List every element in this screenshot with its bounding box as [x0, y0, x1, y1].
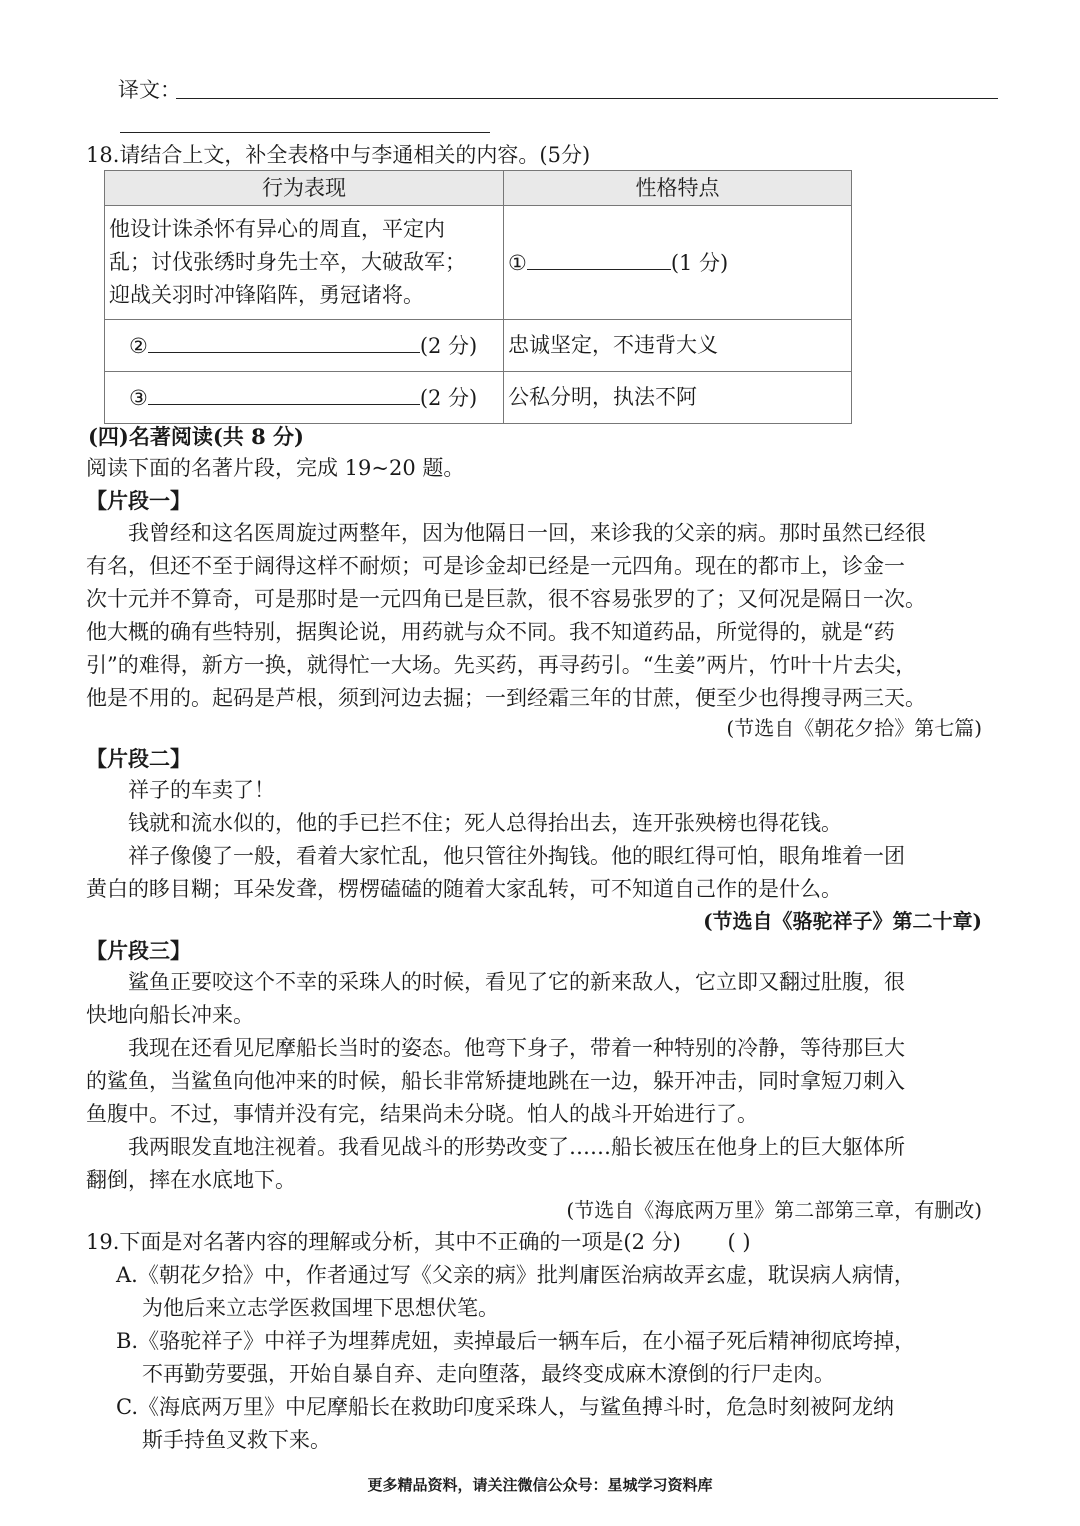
excerpt2-body	[86, 774, 905, 906]
excerpt1-line: 次十元并不算奇，可是那时是一元四角已是巨款，很不容易张罗的了；又何况是隔日一次。	[86, 587, 926, 611]
row3-behavior-cell	[105, 372, 504, 424]
excerpt3-heading: 【片段三】	[86, 938, 191, 963]
translation-answer-line-2[interactable]	[120, 132, 490, 133]
q19-option-a[interactable]: A.《朝花夕拾》中，作者通过写《父亲的病》批判庸医治病故弄玄虚，耽误病人病情，	[116, 1263, 915, 1287]
q19-answer-paren[interactable]: ( )	[727, 1230, 751, 1254]
translation-label: 译文：	[118, 78, 181, 102]
row2-number: ②	[129, 334, 148, 358]
q19-option-a-cont: 为他后来立志学医救国埋下思想伏笔。	[142, 1296, 499, 1320]
excerpt1-source: (节选自《朝花夕拾》第七篇)	[726, 716, 982, 740]
excerpt1-heading: 【片段一】	[86, 488, 191, 513]
excerpt2-line: 祥子的车卖了！	[128, 778, 275, 802]
row2-behavior-cell	[105, 320, 504, 372]
excerpt2-line: 祥子像傻了一般，看着大家忙乱，他只管往外掏钱。他的眼红得可怕，眼角堆着一团	[128, 844, 905, 868]
q19-option-c-cont: 斯手持鱼叉救下来。	[142, 1428, 331, 1452]
excerpt3-line: 鲨鱼正要咬这个不幸的采珠人的时候，看见了它的新来敌人，它立即又翻过肚腹，很	[128, 970, 905, 994]
row3-behavior-blank[interactable]	[148, 380, 420, 405]
q19-option-b[interactable]: B.《骆驼祥子》中祥子为埋葬虎妞，卖掉最后一辆车后，在小福子死后精神彻底垮掉，	[116, 1329, 916, 1353]
row2-behavior-blank[interactable]	[148, 328, 420, 353]
excerpt3-line: 翻倒，摔在水底地下。	[86, 1168, 296, 1192]
q19-prompt-text: 19.下面是对名著内容的理解或分析，其中不正确的一项是(2 分)	[86, 1230, 681, 1254]
excerpt2-line: 钱就和流水似的，他的手已拦不住；死人总得抬出去，连开张殃榜也得花钱。	[128, 811, 842, 835]
section4-title: (四)名著阅读(共 8 分)	[88, 424, 304, 449]
excerpt2-heading: 【片段二】	[86, 746, 191, 771]
row1-trait-cell	[504, 206, 852, 320]
translation-answer-line[interactable]	[176, 98, 998, 99]
excerpt2-source: (节选自《骆驼祥子》第二十章)	[703, 909, 982, 933]
q18-table	[104, 170, 852, 424]
row1-trait-score: (1 分)	[670, 251, 729, 275]
q19-option-b-cont: 不再勤劳要强，开始自暴自弃、走向堕落，最终变成麻木潦倒的行尸走肉。	[142, 1362, 835, 1386]
excerpt3-line: 我现在还看见尼摩船长当时的姿态。他弯下身子，带着一种特别的冷静，等待那巨大	[128, 1036, 905, 1060]
footer-note: 更多精品资料，请关注微信公众号：星城学习资料库	[367, 1476, 713, 1494]
row1-behavior-cell	[105, 206, 504, 320]
row1-behavior-line: 他设计诛杀怀有异心的周直，平定内	[109, 217, 445, 241]
row1-trait-blank[interactable]	[527, 245, 671, 270]
section4-instruction: 阅读下面的名著片段，完成 19~20 题。	[86, 456, 465, 480]
excerpt1-line: 我曾经和这名医周旋过两整年，因为他隔日一回，来诊我的父亲的病。那时虽然已经很	[128, 521, 926, 545]
row1-behavior-line: 迎战关羽时冲锋陷阵，勇冠诸将。	[109, 283, 424, 307]
row3-trait-cell: 公私分明，执法不阿	[504, 372, 852, 424]
q19-option-c[interactable]: C.《海底两万里》中尼摩船长在救助印度采珠人，与鲨鱼搏斗时，危急时刻被阿龙纳	[116, 1395, 894, 1419]
q19-options	[116, 1259, 915, 1457]
excerpt2-line: 黄白的眵目糊；耳朵发聋，楞楞磕磕的随着大家乱转，可不知道自己作的是什么。	[86, 877, 842, 901]
table-header-behavior: 行为表现	[105, 171, 504, 206]
q19-prompt	[86, 1226, 751, 1259]
excerpt3-line: 鱼腹中。不过，事情并没有完，结果尚未分晓。怕人的战斗开始进行了。	[86, 1102, 758, 1126]
row2-trait-cell: 忠诚坚定，不违背大义	[504, 320, 852, 372]
excerpt1-line: 他大概的确有些特别，据舆论说，用药就与众不同。我不知道药品，所觉得的，就是“药	[86, 620, 895, 644]
excerpt1-line: 有名，但还不至于阔得这样不耐烦；可是诊金却已经是一元四角。现在的都市上，诊金一	[86, 554, 905, 578]
table-header-trait: 性格特点	[504, 171, 852, 206]
row1-behavior-line: 乱；讨伐张绣时身先士卒，大破敌军；	[109, 250, 466, 274]
excerpt3-line: 我两眼发直地注视着。我看见战斗的形势改变了……船长被压在他身上的巨大躯体所	[128, 1135, 905, 1159]
excerpt1-line: 引”的难得，新方一换，就得忙一大场。先买药，再寻药引。“生姜”两片，竹叶十片去尖，	[86, 653, 917, 677]
excerpt3-source: (节选自《海底两万里》第二部第三章，有删改)	[566, 1198, 982, 1222]
row1-trait-number: ①	[508, 251, 527, 275]
q18-prompt: 18.请结合上文，补全表格中与李通相关的内容。(5分)	[86, 143, 591, 167]
row3-number: ③	[129, 386, 148, 410]
excerpt3-line: 的鲨鱼，当鲨鱼向他冲来的时候，船长非常矫捷地跳在一边，躲开冲击，同时拿短刀刺入	[86, 1069, 905, 1093]
excerpt3-line: 快地向船长冲来。	[86, 1003, 254, 1027]
row3-score: (2 分)	[419, 386, 478, 410]
excerpt1-line: 他是不用的。起码是芦根，须到河边去掘；一到经霜三年的甘蔗，便至少也得搜寻两三天。	[86, 686, 926, 710]
excerpt3-body	[86, 966, 905, 1197]
row2-score: (2 分)	[419, 334, 478, 358]
excerpt1-body	[86, 517, 926, 715]
